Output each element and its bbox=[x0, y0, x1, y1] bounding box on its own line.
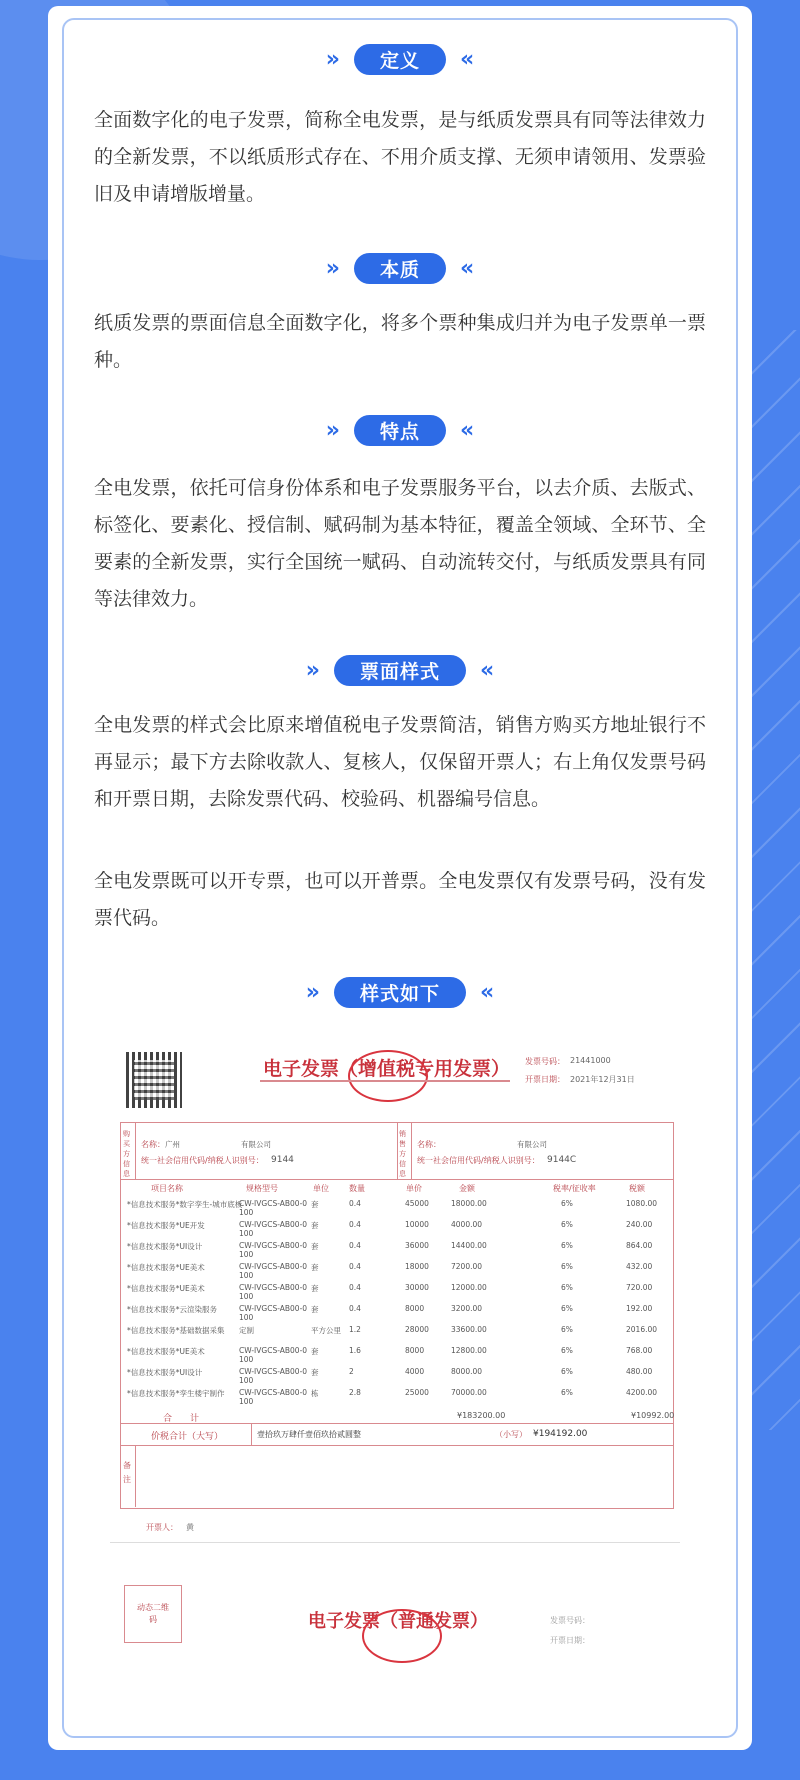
header-amount: 金额 bbox=[459, 1184, 475, 1193]
table-cell: 10000 bbox=[405, 1220, 429, 1229]
table-cell-sub: 100 bbox=[239, 1250, 254, 1259]
section-header-style bbox=[0, 655, 800, 686]
chevron-left-icon: « bbox=[480, 658, 495, 683]
header-spec: 规格型号 bbox=[246, 1184, 278, 1193]
section-title: 定义 bbox=[354, 44, 446, 75]
table-cell: 0.4 bbox=[349, 1220, 361, 1229]
table-cell: 8000.00 bbox=[451, 1367, 483, 1376]
seller-tax-id: 9144C bbox=[547, 1155, 577, 1165]
table-cell-sub: 100 bbox=[239, 1397, 254, 1406]
table-cell: *信息技术服务*UE开发 bbox=[127, 1221, 205, 1230]
table-cell: 套 bbox=[311, 1221, 319, 1230]
table-cell: 4000 bbox=[405, 1367, 425, 1376]
table-cell: 1.6 bbox=[349, 1346, 361, 1355]
table-cell: 14400.00 bbox=[451, 1241, 487, 1250]
invoice-number-label: 发票号码： bbox=[525, 1057, 565, 1066]
table-cell: 18000 bbox=[405, 1262, 429, 1271]
header-qty: 数量 bbox=[349, 1184, 365, 1193]
table-cell: 3200.00 bbox=[451, 1304, 483, 1313]
section-header-example bbox=[0, 977, 800, 1008]
table-cell: 8000 bbox=[405, 1304, 425, 1313]
table-cell-sub: 100 bbox=[239, 1229, 254, 1238]
table-cell: 240.00 bbox=[626, 1220, 653, 1229]
table-cell: 2.8 bbox=[349, 1388, 361, 1397]
table-cell: CW-IVGCS-AB00-0 bbox=[239, 1262, 308, 1271]
header-tax: 税额 bbox=[629, 1184, 645, 1193]
table-cell: 6% bbox=[561, 1304, 573, 1313]
header-item: 项目名称 bbox=[151, 1184, 183, 1193]
table-cell: 36000 bbox=[405, 1241, 429, 1250]
table-cell: 套 bbox=[311, 1242, 319, 1251]
table-cell: 6% bbox=[561, 1199, 573, 1208]
seller-name-label: 名称： bbox=[417, 1140, 441, 1149]
table-cell: *信息技术服务*UI设计 bbox=[127, 1368, 203, 1377]
chevron-right-icon: » bbox=[325, 418, 340, 443]
buyer-name-suffix: 有限公司 bbox=[241, 1140, 271, 1149]
table-cell: 18000.00 bbox=[451, 1199, 487, 1208]
section-title: 特点 bbox=[354, 415, 446, 446]
chevron-left-icon: « bbox=[480, 980, 495, 1005]
table-cell: 30000 bbox=[405, 1283, 429, 1292]
table-cell: 2016.00 bbox=[626, 1325, 658, 1334]
table-cell: 0.4 bbox=[349, 1283, 361, 1292]
table-cell: *信息技术服务*数字孪生-城市底板 bbox=[127, 1200, 243, 1209]
section-title: 本质 bbox=[354, 253, 446, 284]
seller-label: 销售方信息 bbox=[399, 1130, 406, 1178]
seller-tax-label: 统一社会信用代码/纳税人识别号： bbox=[417, 1156, 540, 1165]
table-cell: 4200.00 bbox=[626, 1388, 658, 1397]
table-cell: 套 bbox=[311, 1305, 319, 1314]
chevron-left-icon: « bbox=[460, 256, 475, 281]
table-cell: 12000.00 bbox=[451, 1283, 487, 1292]
table-cell: 4000.00 bbox=[451, 1220, 483, 1229]
table-cell: 864.00 bbox=[626, 1241, 653, 1250]
grand-small-label: （小写） bbox=[495, 1430, 527, 1439]
table-cell: 28000 bbox=[405, 1325, 429, 1334]
table-cell: 6% bbox=[561, 1241, 573, 1250]
table-cell: 12800.00 bbox=[451, 1346, 487, 1355]
table-cell: 2 bbox=[349, 1367, 354, 1376]
invoice-date-value: 2021年12月31日 bbox=[570, 1075, 635, 1084]
table-cell: CW-IVGCS-AB00-0 bbox=[239, 1367, 308, 1376]
table-cell: CW-IVGCS-AB00-0 bbox=[239, 1283, 308, 1292]
table-cell: 720.00 bbox=[626, 1283, 653, 1292]
invoice-sample-vat-special bbox=[110, 1040, 680, 1545]
header-unit: 单位 bbox=[313, 1184, 329, 1193]
buyer-label: 购买方信息 bbox=[123, 1130, 130, 1178]
table-cell-sub: 100 bbox=[239, 1208, 254, 1217]
table-cell: 套 bbox=[311, 1263, 319, 1272]
table-cell: 栋 bbox=[311, 1389, 319, 1398]
table-cell: 6% bbox=[561, 1367, 573, 1376]
table-cell: 0.4 bbox=[349, 1304, 361, 1313]
remark-label: 备注 bbox=[123, 1461, 131, 1484]
table-cell: 套 bbox=[311, 1347, 319, 1356]
table-cell: 套 bbox=[311, 1200, 319, 1209]
table-cell: 33600.00 bbox=[451, 1325, 487, 1334]
table-cell: 768.00 bbox=[626, 1346, 653, 1355]
table-cell: *信息技术服务*云渲染服务 bbox=[127, 1305, 217, 1314]
table-cell-sub: 100 bbox=[239, 1355, 254, 1364]
section-title: 样式如下 bbox=[334, 977, 466, 1008]
table-cell: CW-IVGCS-AB00-0 bbox=[239, 1241, 308, 1250]
qr-label: 动态二维码 bbox=[137, 1603, 169, 1624]
issuer-value: 黄 bbox=[186, 1523, 194, 1532]
table-cell: 7200.00 bbox=[451, 1262, 483, 1271]
table-cell: CW-IVGCS-AB00-0 bbox=[239, 1388, 308, 1397]
table-cell: CW-IVGCS-AB00-0 bbox=[239, 1304, 308, 1313]
table-cell: *信息技术服务*基础数据采集 bbox=[127, 1326, 225, 1335]
table-cell: *信息技术服务*UE美术 bbox=[127, 1347, 205, 1356]
invoice-sample-ordinary bbox=[110, 1575, 680, 1725]
table-cell-sub: 100 bbox=[239, 1271, 254, 1280]
table-cell: *信息技术服务*UI设计 bbox=[127, 1242, 203, 1251]
table-cell: 6% bbox=[561, 1388, 573, 1397]
table-cell: 套 bbox=[311, 1284, 319, 1293]
table-cell: 192.00 bbox=[626, 1304, 653, 1313]
invoice-number-value: 21441000 bbox=[570, 1056, 611, 1065]
tax-seal-icon bbox=[362, 1609, 442, 1663]
section-header-features bbox=[0, 415, 800, 446]
table-cell: 25000 bbox=[405, 1388, 429, 1397]
essence-paragraph: 纸质发票的票面信息全面数字化，将多个票种集成归并为电子发票单一票种。 bbox=[94, 312, 706, 371]
table-cell: 6% bbox=[561, 1325, 573, 1334]
table-cell: CW-IVGCS-AB00-0 bbox=[239, 1199, 308, 1208]
qr-code-icon bbox=[126, 1052, 182, 1108]
table-cell-sub: 100 bbox=[239, 1292, 254, 1301]
table-cell: 480.00 bbox=[626, 1367, 653, 1376]
table-cell: 6% bbox=[561, 1262, 573, 1271]
header-rate: 税率/征收率 bbox=[553, 1184, 596, 1193]
table-cell: 套 bbox=[311, 1368, 319, 1377]
table-cell: 1080.00 bbox=[626, 1199, 658, 1208]
invoice-table bbox=[120, 1122, 674, 1509]
table-cell: CW-IVGCS-AB00-0 bbox=[239, 1346, 308, 1355]
issuer-label: 开票人： bbox=[146, 1523, 178, 1532]
invoice2-title: 电子发票（普通发票） bbox=[308, 1611, 488, 1632]
table-cell: 平方公里 bbox=[311, 1326, 341, 1335]
section-header-definition bbox=[0, 44, 800, 75]
header-price: 单价 bbox=[406, 1184, 422, 1193]
table-cell: 70000.00 bbox=[451, 1388, 487, 1397]
buyer-name: 广州 bbox=[165, 1140, 180, 1149]
section-title: 票面样式 bbox=[334, 655, 466, 686]
style-paragraph-1: 全电发票的样式会比原来增值税电子发票简洁，销售方购买方地址银行不再显示；最下方去除收款人、复核人，仅保留开票人；右上角仅发票号码和开票日期，去除发票代码、校验码、机器编号信息。 bbox=[94, 714, 706, 810]
table-cell: *信息技术服务*UE美术 bbox=[127, 1284, 205, 1293]
style-paragraph-2: 全电发票既可以开专票，也可以开普票。全电发票仅有发票号码，没有发票代码。 bbox=[94, 870, 706, 929]
buyer-tax-label: 统一社会信用代码/纳税人识别号： bbox=[141, 1156, 264, 1165]
total-tax: ¥10992.00 bbox=[631, 1411, 675, 1420]
table-cell: 0.4 bbox=[349, 1241, 361, 1250]
table-cell: *信息技术服务*孪生楼宇制作 bbox=[127, 1389, 225, 1398]
invoice-title: 电子发票（增值税专用发票） bbox=[263, 1058, 511, 1080]
table-cell: 45000 bbox=[405, 1199, 429, 1208]
divider bbox=[110, 1542, 680, 1543]
invoice2-date-label: 开票日期： bbox=[550, 1636, 590, 1645]
title-underline bbox=[260, 1080, 510, 1082]
grand-small-value: ¥194192.00 bbox=[533, 1429, 588, 1439]
total-label: 合 计 bbox=[163, 1414, 200, 1424]
features-paragraph: 全电发票，依托可信身份体系和电子发票服务平台，以去介质、去版式、标签化、要素化、授信制、赋码制为基本特征，覆盖全领域、全环节、全要素的全新发票，实行全国统一赋码、自动流转交付，与纸质发票具有同等法律效力。 bbox=[94, 477, 706, 610]
table-cell: 6% bbox=[561, 1283, 573, 1292]
chevron-left-icon: « bbox=[460, 418, 475, 443]
table-cell: 定制 bbox=[239, 1326, 254, 1335]
table-cell-sub: 100 bbox=[239, 1376, 254, 1385]
chevron-right-icon: » bbox=[325, 256, 340, 281]
table-cell: 0.4 bbox=[349, 1199, 361, 1208]
tax-seal-icon bbox=[348, 1050, 428, 1102]
table-cell: 6% bbox=[561, 1220, 573, 1229]
table-cell: 432.00 bbox=[626, 1262, 653, 1271]
table-cell: 6% bbox=[561, 1346, 573, 1355]
chevron-right-icon: » bbox=[305, 658, 320, 683]
invoice2-number-label: 发票号码： bbox=[550, 1616, 590, 1625]
definition-paragraph: 全面数字化的电子发票，简称全电发票，是与纸质发票具有同等法律效力的全新发票，不以纸质形式存在、不用介质支撑、无须申请领用、发票验旧及申请增版增量。 bbox=[94, 109, 706, 205]
grand-total-words: 壹拾玖万肆仟壹佰玖拾贰圆整 bbox=[257, 1430, 361, 1439]
dynamic-qr-placeholder bbox=[124, 1585, 182, 1643]
table-cell: *信息技术服务*UE美术 bbox=[127, 1263, 205, 1272]
seller-name-suffix: 有限公司 bbox=[517, 1140, 547, 1149]
chevron-right-icon: » bbox=[305, 980, 320, 1005]
chevron-left-icon: « bbox=[460, 47, 475, 72]
table-cell: 1.2 bbox=[349, 1325, 361, 1334]
total-amount: ¥183200.00 bbox=[457, 1411, 506, 1420]
table-cell: 8000 bbox=[405, 1346, 425, 1355]
table-cell: CW-IVGCS-AB00-0 bbox=[239, 1220, 308, 1229]
table-cell: 0.4 bbox=[349, 1262, 361, 1271]
buyer-name-label: 名称： bbox=[141, 1140, 165, 1149]
grand-total-label: 价税合计（大写） bbox=[151, 1432, 224, 1442]
buyer-tax-id: 9144 bbox=[271, 1155, 294, 1165]
invoice-date-label: 开票日期： bbox=[525, 1075, 565, 1084]
chevron-right-icon: » bbox=[325, 47, 340, 72]
section-header-essence bbox=[0, 253, 800, 284]
table-cell-sub: 100 bbox=[239, 1313, 254, 1322]
